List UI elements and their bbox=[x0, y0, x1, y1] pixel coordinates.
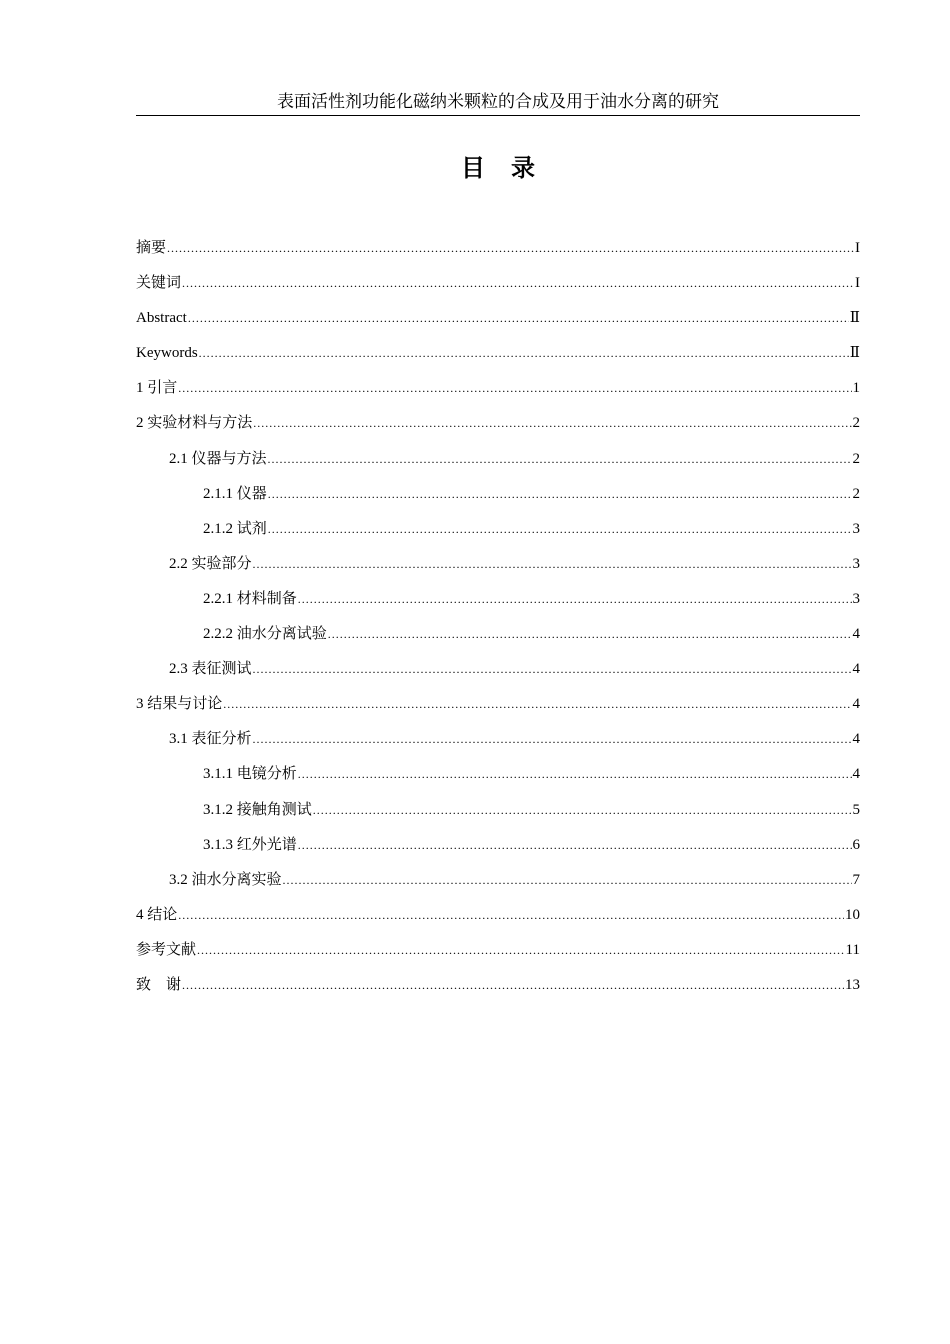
toc-entry[interactable] bbox=[136, 376, 860, 411]
toc-entry[interactable] bbox=[136, 306, 860, 341]
toc-leader-dots bbox=[182, 271, 854, 295]
toc-entry-page: 4 bbox=[852, 731, 860, 748]
table-of-contents bbox=[136, 236, 860, 1008]
toc-entry-page: 1 bbox=[852, 380, 860, 397]
toc-entry-page: I bbox=[855, 240, 860, 256]
toc-leader-dots bbox=[268, 517, 852, 541]
toc-entry-page: 4 bbox=[852, 696, 860, 713]
toc-entry-page: 10 bbox=[845, 906, 860, 923]
toc-leader-dots bbox=[328, 622, 852, 646]
toc-entry-page: Ⅱ bbox=[849, 310, 860, 327]
toc-entry-label: 关键词 bbox=[136, 275, 182, 292]
toc-leader-dots bbox=[298, 762, 852, 786]
toc-entry-page: Ⅱ bbox=[849, 345, 860, 362]
toc-entry-label: 3.1.2 接触角测试 bbox=[203, 801, 312, 818]
toc-leader-dots bbox=[268, 482, 852, 506]
toc-leader-dots bbox=[199, 341, 849, 365]
toc-leader-dots bbox=[223, 692, 851, 716]
toc-leader-dots bbox=[253, 411, 851, 435]
toc-entry-label: 3.1.1 电镜分析 bbox=[203, 766, 297, 783]
toc-entry[interactable] bbox=[136, 447, 860, 482]
toc-entry-page: 11 bbox=[845, 941, 860, 958]
toc-entry-label: 2.2 实验部分 bbox=[169, 555, 252, 572]
toc-entry-label: 2.3 表征测试 bbox=[169, 661, 252, 678]
toc-leader-dots bbox=[188, 306, 849, 330]
toc-entry-page: 3 bbox=[852, 555, 860, 572]
toc-entry[interactable] bbox=[136, 903, 860, 938]
toc-entry-page: 6 bbox=[852, 836, 860, 853]
running-header: 表面活性剂功能化磁纳米颗粒的合成及用于油水分离的研究 bbox=[136, 90, 860, 116]
toc-entry-label: 摘要 bbox=[136, 240, 167, 256]
toc-entry[interactable] bbox=[136, 271, 860, 306]
toc-entry-page: 5 bbox=[852, 801, 860, 818]
toc-entry[interactable] bbox=[136, 482, 860, 517]
toc-leader-dots bbox=[268, 447, 852, 471]
toc-entry[interactable] bbox=[136, 236, 860, 271]
toc-entry[interactable] bbox=[136, 727, 860, 762]
toc-title: 目录 bbox=[461, 154, 561, 182]
toc-entry-page: 2 bbox=[852, 415, 860, 432]
toc-entry-page: I bbox=[855, 275, 860, 292]
toc-entry[interactable] bbox=[136, 868, 860, 903]
toc-entry-page: 3 bbox=[852, 590, 860, 607]
toc-entry-label: 4 结论 bbox=[136, 906, 178, 923]
toc-entry[interactable] bbox=[136, 341, 860, 376]
toc-entry[interactable] bbox=[136, 938, 860, 973]
toc-entry-label: 2.2.2 油水分离试验 bbox=[203, 626, 327, 643]
toc-entry-label: 2.1.1 仪器 bbox=[203, 485, 267, 502]
toc-entry-page: 2 bbox=[852, 485, 860, 502]
toc-entry-page: 13 bbox=[845, 976, 860, 993]
toc-entry-page: 2 bbox=[852, 450, 860, 467]
toc-leader-dots bbox=[313, 798, 852, 822]
toc-entry[interactable] bbox=[136, 657, 860, 692]
toc-leader-dots bbox=[298, 587, 852, 611]
toc-leader-dots bbox=[178, 376, 851, 400]
toc-entry[interactable] bbox=[136, 622, 860, 657]
toc-entry[interactable] bbox=[136, 798, 860, 833]
toc-entry-page: 4 bbox=[852, 626, 860, 643]
toc-entry[interactable] bbox=[136, 973, 860, 1008]
toc-entry-label: Keywords bbox=[136, 345, 198, 362]
toc-entry-page: 3 bbox=[852, 520, 860, 537]
toc-entry-label: 3.1.3 红外光谱 bbox=[203, 836, 297, 853]
toc-entry-page: 7 bbox=[852, 871, 860, 888]
toc-leader-dots bbox=[283, 868, 852, 892]
toc-leader-dots bbox=[253, 727, 852, 751]
toc-entry-label: 3.2 油水分离实验 bbox=[169, 871, 282, 888]
toc-leader-dots bbox=[253, 552, 852, 576]
toc-entry-label: 2.1.2 试剂 bbox=[203, 520, 267, 537]
toc-entry-page: 4 bbox=[852, 661, 860, 678]
toc-entry-label: 3 结果与讨论 bbox=[136, 696, 223, 713]
toc-entry[interactable] bbox=[136, 762, 860, 797]
toc-entry-label: 3.1 表征分析 bbox=[169, 731, 252, 748]
toc-entry[interactable] bbox=[136, 517, 860, 552]
toc-entry-label: 2.1 仪器与方法 bbox=[169, 450, 267, 467]
toc-entry[interactable] bbox=[136, 833, 860, 868]
toc-entry[interactable] bbox=[136, 692, 860, 727]
toc-entry-label: 2 实验材料与方法 bbox=[136, 415, 253, 432]
toc-entry-label: 致 谢 bbox=[136, 976, 182, 993]
toc-entry-label: Abstract bbox=[136, 310, 187, 327]
toc-entry-label: 1 引言 bbox=[136, 380, 178, 397]
toc-leader-dots bbox=[197, 938, 845, 962]
toc-entry[interactable] bbox=[136, 587, 860, 622]
toc-entry-label: 2.2.1 材料制备 bbox=[203, 590, 297, 607]
toc-leader-dots bbox=[167, 236, 854, 260]
toc-leader-dots bbox=[182, 973, 844, 997]
toc-entry-label: 参考文献 bbox=[136, 941, 197, 958]
toc-entry-page: 4 bbox=[852, 766, 860, 783]
toc-leader-dots bbox=[253, 657, 852, 681]
toc-leader-dots bbox=[298, 833, 852, 857]
toc-entry[interactable] bbox=[136, 411, 860, 446]
toc-entry[interactable] bbox=[136, 552, 860, 587]
toc-leader-dots bbox=[178, 903, 844, 927]
